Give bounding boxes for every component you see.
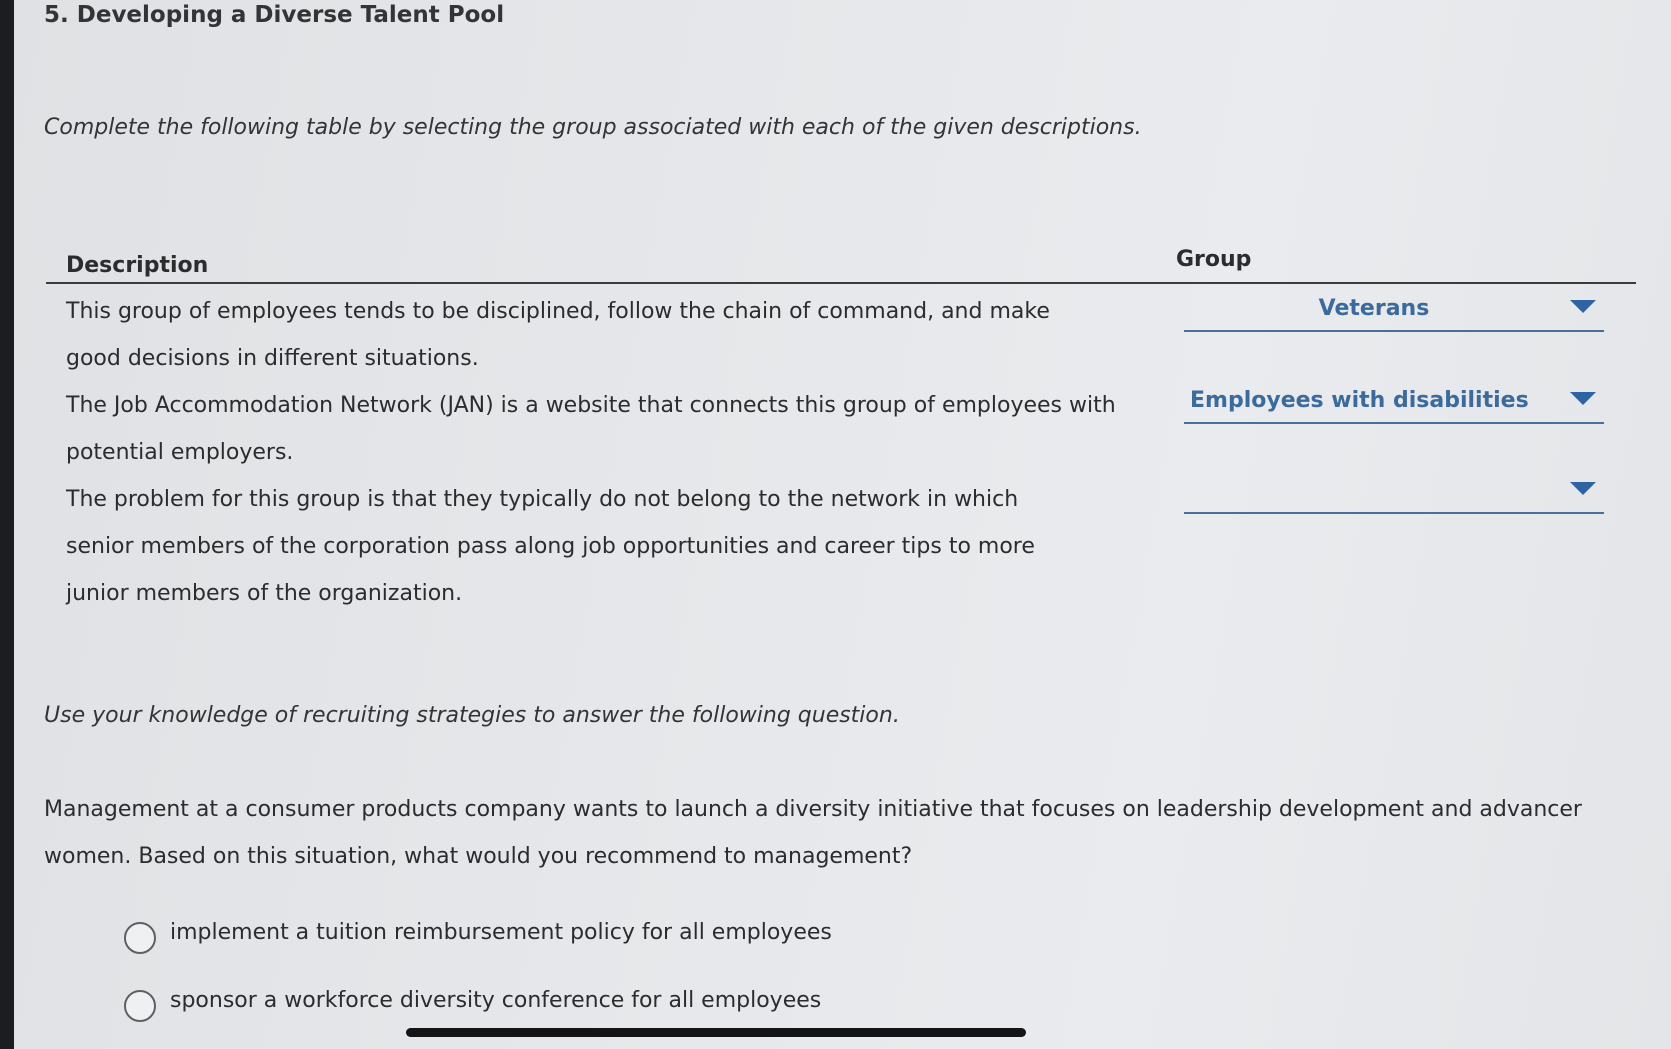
- column-header-group: Group: [1176, 247, 1252, 272]
- option-label: sponsor a workforce diversity conference for all employees: [170, 988, 822, 1013]
- dropdown-selected-value: Veterans: [1318, 296, 1430, 321]
- radio-button[interactable]: [124, 922, 156, 954]
- scenario-line-2: women. Based on this situation, what would you recommend to management?: [44, 844, 913, 869]
- caret-down-icon: [1570, 482, 1596, 495]
- dropdown-selected-value: Employees with disabilities: [1190, 388, 1529, 413]
- option-label: implement a tuition reimbursement policy for all employees: [170, 920, 832, 945]
- question-panel: [14, 0, 1671, 1049]
- screen-bezel: [0, 0, 14, 1049]
- column-header-description: Description: [66, 253, 209, 278]
- row-description: The Job Accommodation Network (JAN) is a website that connects this group of employees with potential employers.: [66, 393, 1116, 465]
- header-divider: [46, 282, 1636, 284]
- caret-down-icon: [1570, 392, 1596, 405]
- horizontal-scrollbar[interactable]: [406, 1028, 1026, 1037]
- group-dropdown-row-2[interactable]: [1184, 382, 1604, 424]
- question-instruction: Use your knowledge of recruiting strategies to answer the following question.: [44, 703, 900, 728]
- scenario-line-1: Management at a consumer products company wants to launch a diversity initiative that focuses on leadership development and advancer: [44, 797, 1582, 822]
- row-description: The problem for this group is that they typically do not belong to the network in which senior members of the corporation pass along job opportunities and career tips to more junior members of the organization.: [66, 487, 1035, 606]
- table-instruction: Complete the following table by selecting the group associated with each of the given descriptions.: [44, 115, 1142, 140]
- row-description: This group of employees tends to be disciplined, follow the chain of command, and make good decisions in different situations.: [66, 299, 1050, 371]
- group-dropdown-row-3[interactable]: [1184, 472, 1604, 514]
- scenario-text: [44, 786, 1671, 880]
- radio-button[interactable]: [124, 990, 156, 1022]
- question-title: 5. Developing a Diverse Talent Pool: [44, 2, 505, 28]
- group-dropdown-row-1[interactable]: [1184, 290, 1604, 332]
- caret-down-icon: [1570, 300, 1596, 313]
